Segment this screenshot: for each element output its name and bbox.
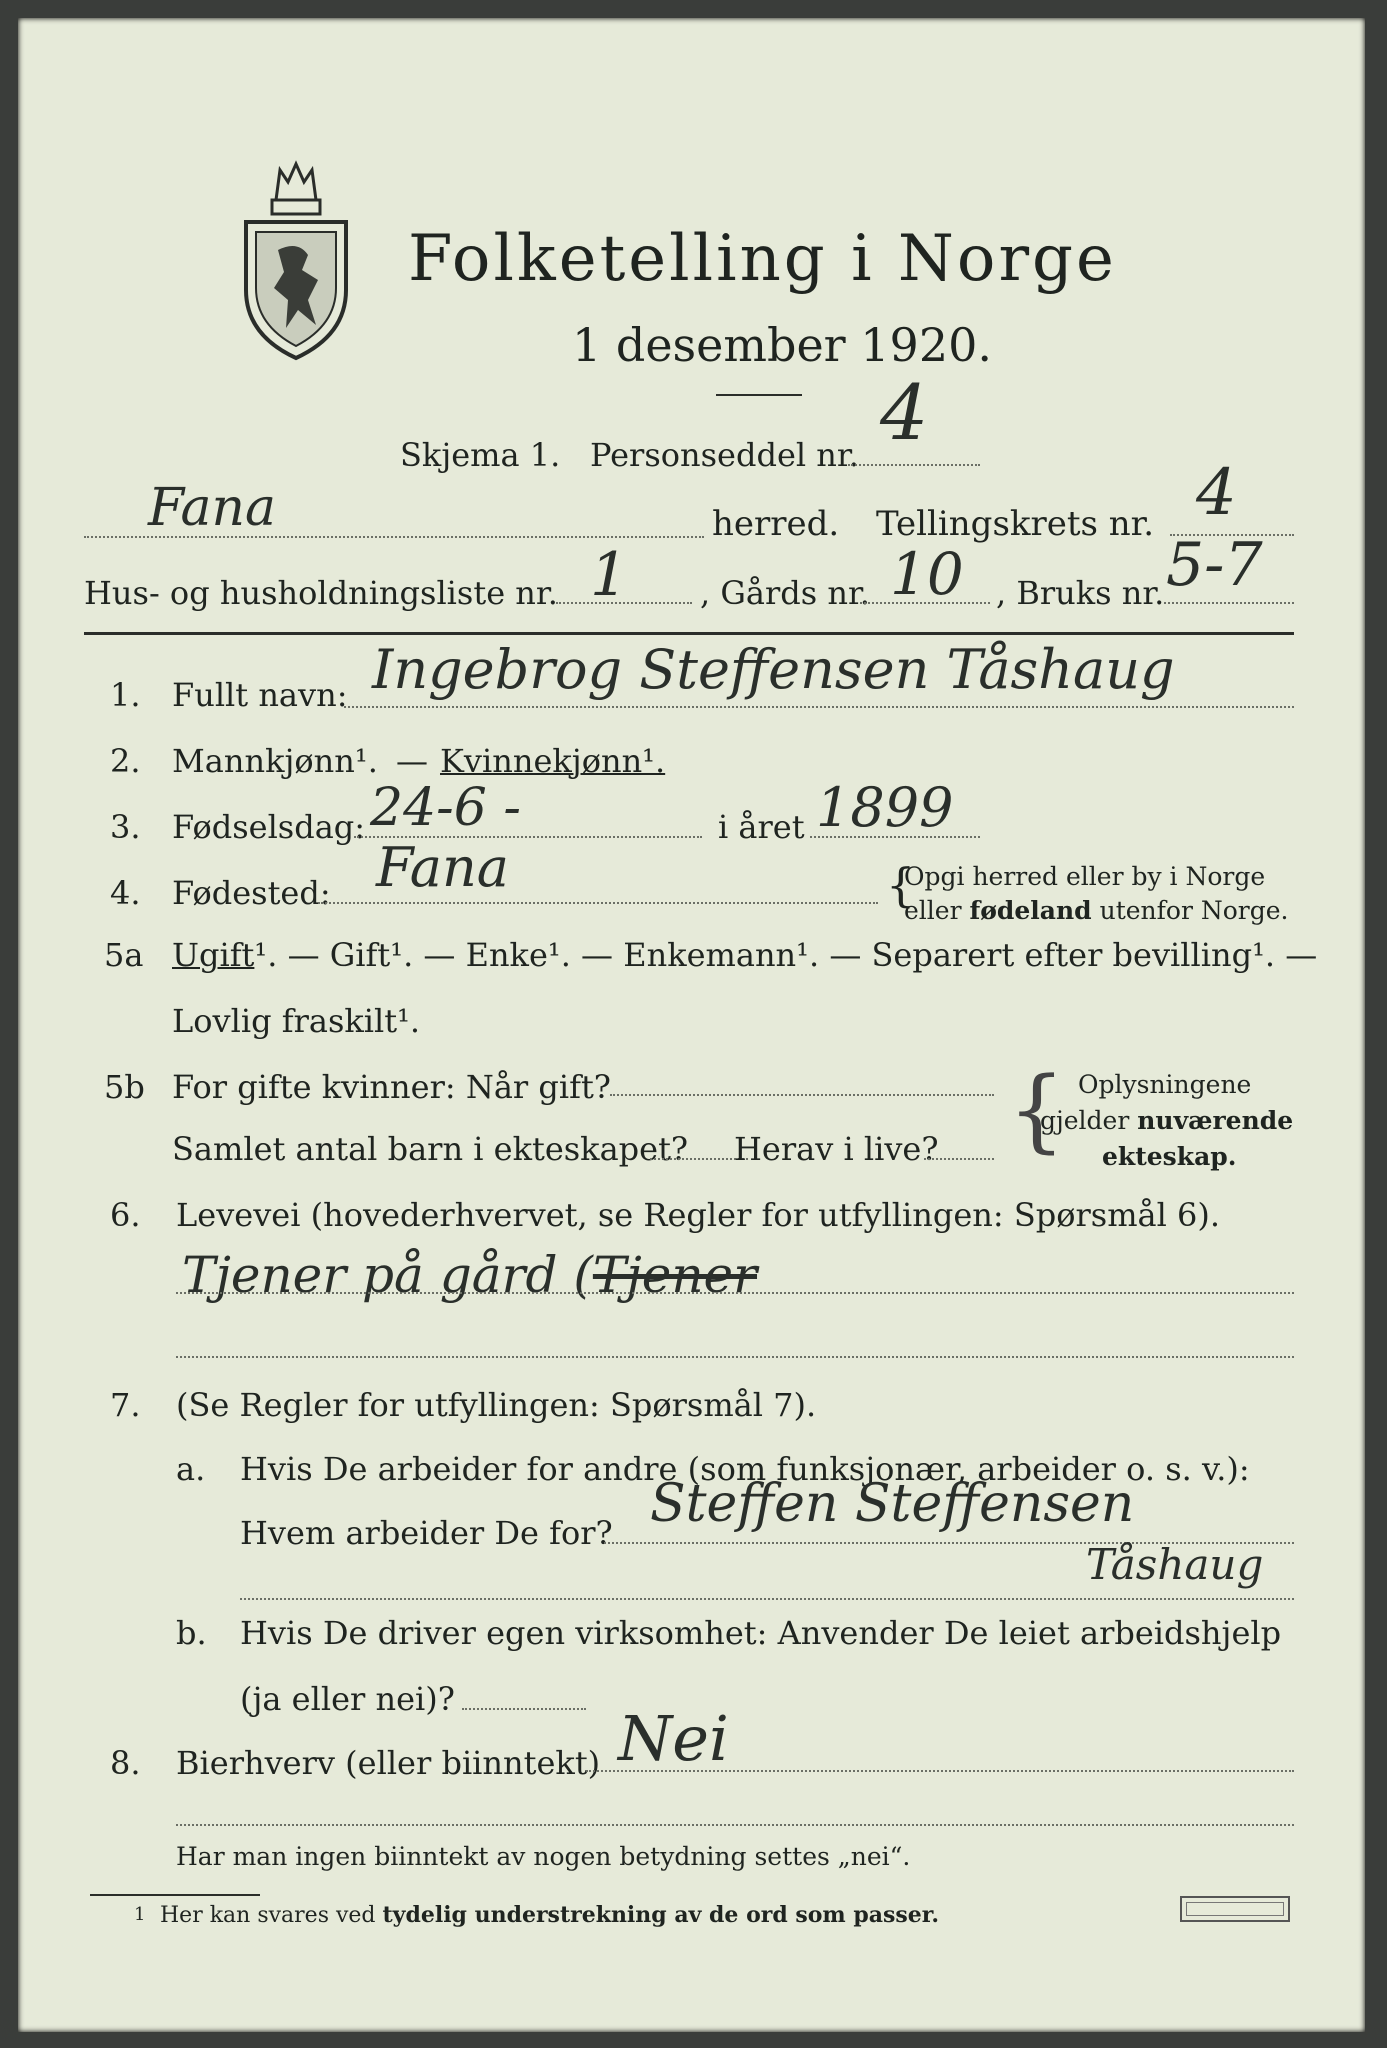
q6-value <box>182 1246 757 1304</box>
q5b-note2 <box>1040 1106 1293 1135</box>
q5b-label1: For gifte kvinner: Når gift? <box>172 1068 611 1106</box>
q4-line <box>318 902 878 904</box>
title-divider <box>716 394 802 396</box>
q7-number: 7. <box>110 1386 141 1424</box>
q7a-number: a. <box>176 1450 206 1488</box>
q3-number: 3. <box>110 808 141 846</box>
gards-value: 10 <box>890 540 964 608</box>
bruks-label: , Bruks nr. <box>996 574 1165 612</box>
q5a-rest: ¹. — Gift¹. — Enke¹. — Enkemann¹. — Separert efter bevilling¹. — <box>254 936 1318 974</box>
q3-year-label: i året <box>718 808 805 846</box>
q7b-label1: Hvis De driver egen virksomhet: Anvender De leiet arbeidshjelp <box>240 1614 1282 1652</box>
q4-note2-a: eller <box>904 896 970 925</box>
q5b-note2-a: gjelder <box>1040 1106 1138 1135</box>
hus-label: Hus- og husholdningsliste nr. <box>84 574 558 612</box>
q5b-note2-b: nuværende <box>1137 1106 1294 1135</box>
q5b-label2: Samlet antal barn i ekteskapet? <box>172 1130 689 1168</box>
hus-value: 1 <box>590 540 629 610</box>
herred-label: herred. <box>712 504 840 544</box>
footnote-divider <box>90 1894 260 1896</box>
q5b-label3: Herav i live? <box>734 1130 939 1168</box>
q1-label: Fullt navn: <box>172 676 348 714</box>
tellingskrets-value: 4 <box>1196 456 1237 530</box>
q3-label: Fødselsdag: <box>172 808 366 846</box>
q2-number: 2. <box>110 742 141 780</box>
footnote-text-a: Her kan svares ved <box>160 1903 383 1928</box>
personseddel-value: 4 <box>880 368 929 457</box>
tellingskrets-label: Tellingskrets nr. <box>876 504 1155 544</box>
q5b-note3: ekteskap. <box>1102 1142 1237 1171</box>
q6-line2 <box>176 1356 1294 1358</box>
q4-brace: { <box>886 858 916 912</box>
q4-value: Fana <box>376 836 509 899</box>
q6-value-text: Tjener på gård ( <box>182 1246 593 1304</box>
q3-value: 24-6 - <box>370 778 521 838</box>
q7a-label2: Hvem arbeider De for? <box>240 1514 613 1552</box>
section-divider <box>84 632 1294 635</box>
q4-note2-b: fødeland <box>969 896 1092 925</box>
q4-note2 <box>904 896 1288 925</box>
q7a-value1: Steffen Steffensen <box>650 1474 1135 1534</box>
bruks-line <box>1164 602 1294 604</box>
q7a-label1: Hvis De arbeider for andre (som funksjonær, arbeider o. s. v.): <box>240 1450 1250 1488</box>
q6-line1 <box>176 1292 1294 1294</box>
q8-value: Nei <box>618 1702 729 1775</box>
q1-line <box>344 706 1294 708</box>
q5a-line1 <box>172 936 1317 974</box>
q5b-line1 <box>610 1094 994 1096</box>
q7a-line2 <box>240 1598 1294 1600</box>
q2-sep: — <box>396 742 428 780</box>
footer-note: Har man ingen biinntekt av nogen betydning settes „nei“. <box>176 1842 911 1871</box>
q5a-ugift: Ugift <box>172 936 255 974</box>
personseddel-line <box>848 464 980 466</box>
q4-note2-c: utenfor Norge. <box>1091 896 1289 925</box>
footnote-number: 1 <box>134 1904 146 1925</box>
q6-label: Levevei (hovederhvervet, se Regler for utfyllingen: Spørsmål 6). <box>176 1196 1221 1234</box>
q5a-line2: Lovlig fraskilt¹. <box>172 1002 421 1040</box>
q6-number: 6. <box>110 1196 141 1234</box>
q8-number: 8. <box>110 1744 141 1782</box>
bruks-value: 5-7 <box>1166 530 1263 600</box>
personseddel-label: Personseddel nr. <box>590 436 859 474</box>
q3-year-value: 1899 <box>816 776 954 839</box>
q5b-brace: { <box>1008 1058 1066 1163</box>
q1-number: 1. <box>110 676 141 714</box>
herred-value: Fana <box>148 478 277 538</box>
q7b-line <box>462 1708 586 1710</box>
footnote-text <box>160 1902 939 1928</box>
form-title: Folketelling i Norge <box>408 222 1117 296</box>
q2-female: Kvinnekjønn¹. <box>440 742 666 780</box>
q7b-label2: (ja eller nei)? <box>240 1680 455 1718</box>
q4-note1: Opgi herred eller by i Norge <box>904 862 1266 891</box>
q8-line2 <box>176 1824 1294 1826</box>
q6-struck-text: Tjener <box>592 1246 758 1304</box>
q2-male: Mannkjønn¹. <box>172 742 378 780</box>
census-date: 1 desember 1920. <box>572 318 992 372</box>
q4-label: Fødested: <box>172 874 331 912</box>
q7a-value2: Tåshaug <box>1086 1540 1264 1589</box>
gards-label: , Gårds nr. <box>700 574 870 612</box>
q5b-line3 <box>924 1158 994 1160</box>
q5a-number: 5a <box>104 936 144 974</box>
herred-line <box>84 536 704 538</box>
q7-label: (Se Regler for utfyllingen: Spørsmål 7). <box>176 1386 817 1424</box>
q4-number: 4. <box>110 874 141 912</box>
skjema-label: Skjema 1. <box>400 436 561 474</box>
coat-of-arms-icon <box>238 160 354 362</box>
q1-value: Ingebrog Steffensen Tåshaug <box>372 638 1175 701</box>
q7b-number: b. <box>176 1614 207 1652</box>
q5b-note1: Oplysningene <box>1078 1070 1252 1099</box>
q8-label: Bierhverv (eller biinntekt) <box>176 1744 601 1782</box>
printer-stamp-icon <box>1180 1896 1290 1922</box>
footnote-text-b: tydelig understrekning av de ord som passer. <box>382 1902 940 1928</box>
q5b-number: 5b <box>104 1068 145 1106</box>
